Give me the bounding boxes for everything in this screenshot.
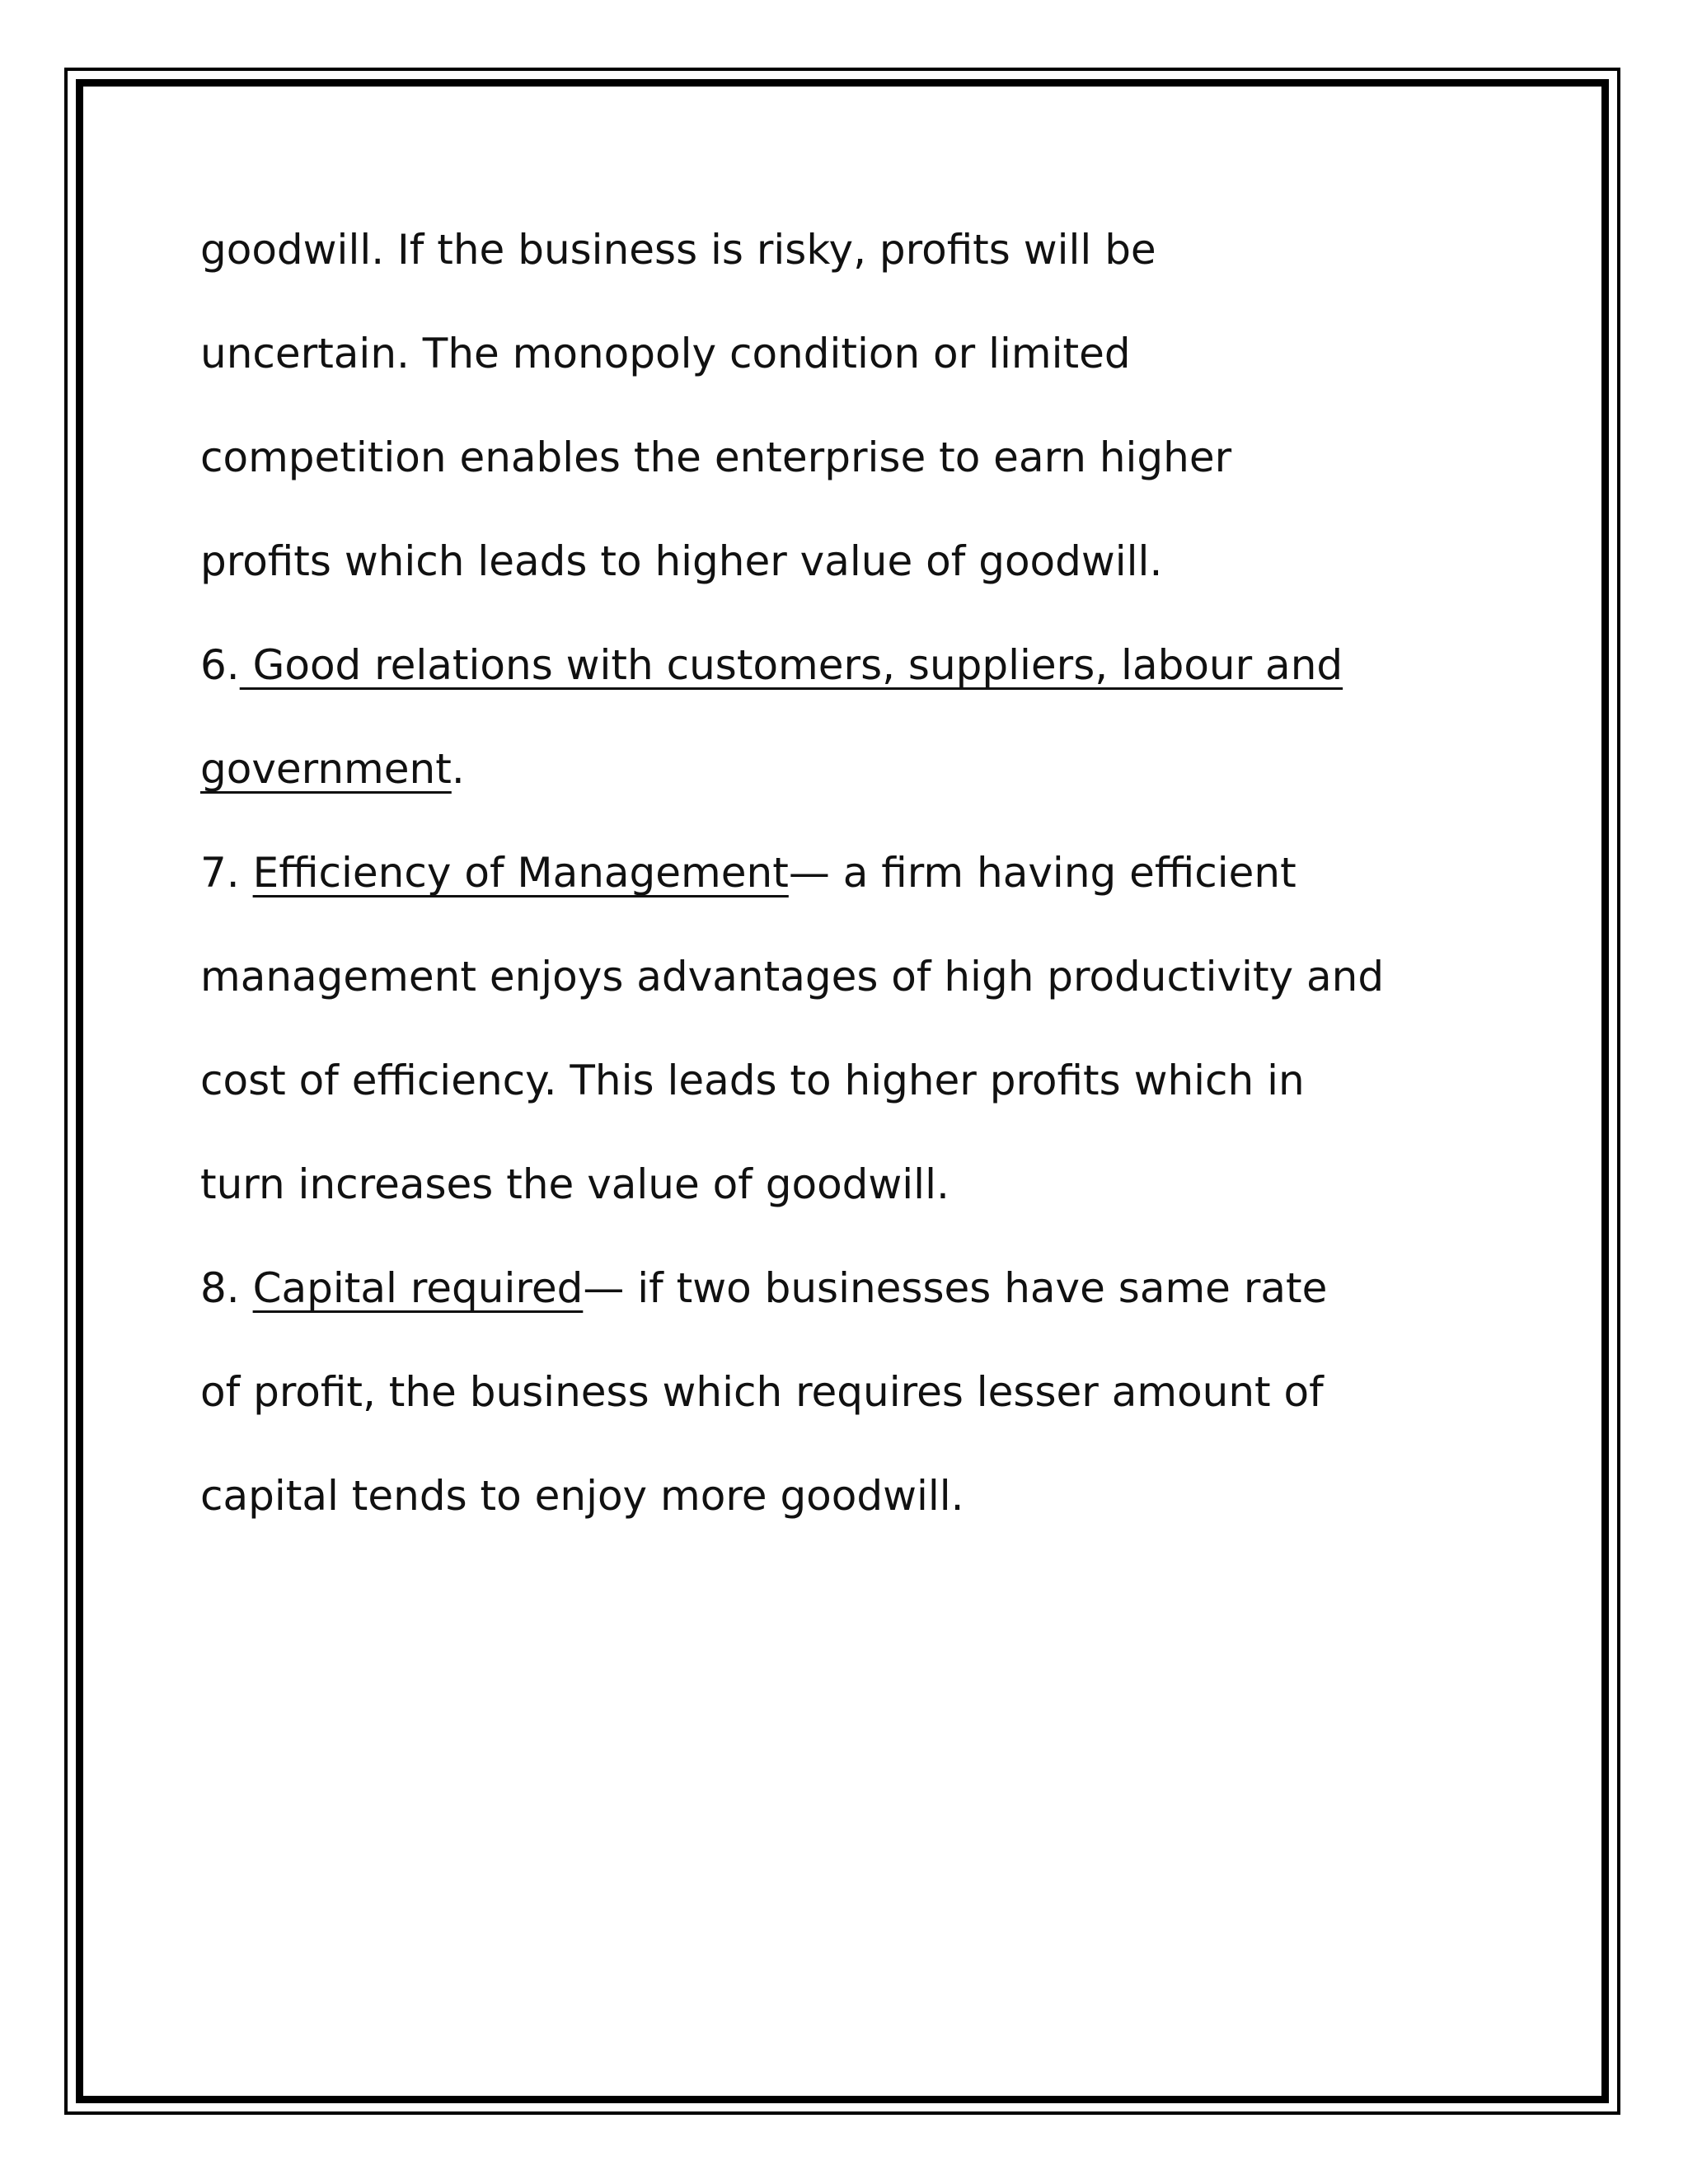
document-body [200,198,1519,1548]
text-line: of profit, the business which requires lesser amount of [200,1368,1324,1416]
text-line: profits which leads to higher value of goodwill. [200,537,1163,585]
item-8-text: — if two businesses have same rate [583,1264,1328,1312]
item-6-heading-cont [200,717,1519,821]
text-line: capital tends to enjoy more goodwill. [200,1472,964,1520]
item-6-heading-text-cont: government [200,745,452,793]
item-6-heading-text: Good relations with customers, suppliers, labour and [239,641,1343,689]
item-8-number: 8. [200,1264,253,1312]
item-6-period: . [451,745,465,793]
text-line: cost of efficiency. This leads to higher profits which in [200,1057,1305,1104]
item-8-heading-text: Capital required [252,1264,584,1312]
text-line: management enjoys advantages of high productivity and [200,953,1385,1001]
item-7-number: 7. [200,849,253,897]
text-line: uncertain. The monopoly condition or limited [200,330,1131,377]
item-6-number: 6. [200,641,240,689]
text-line: competition enables the enterprise to earn higher [200,434,1232,481]
item-7-heading [200,821,1519,925]
item-8-heading [200,1236,1519,1340]
item-7-heading-text: Efficiency of Management [252,849,789,897]
text-line: goodwill. If the business is risky, profits will be [200,226,1156,274]
item-6-heading [200,613,1519,717]
item-7-text: — a firm having efficient [788,849,1296,897]
text-line: turn increases the value of goodwill. [200,1160,950,1208]
